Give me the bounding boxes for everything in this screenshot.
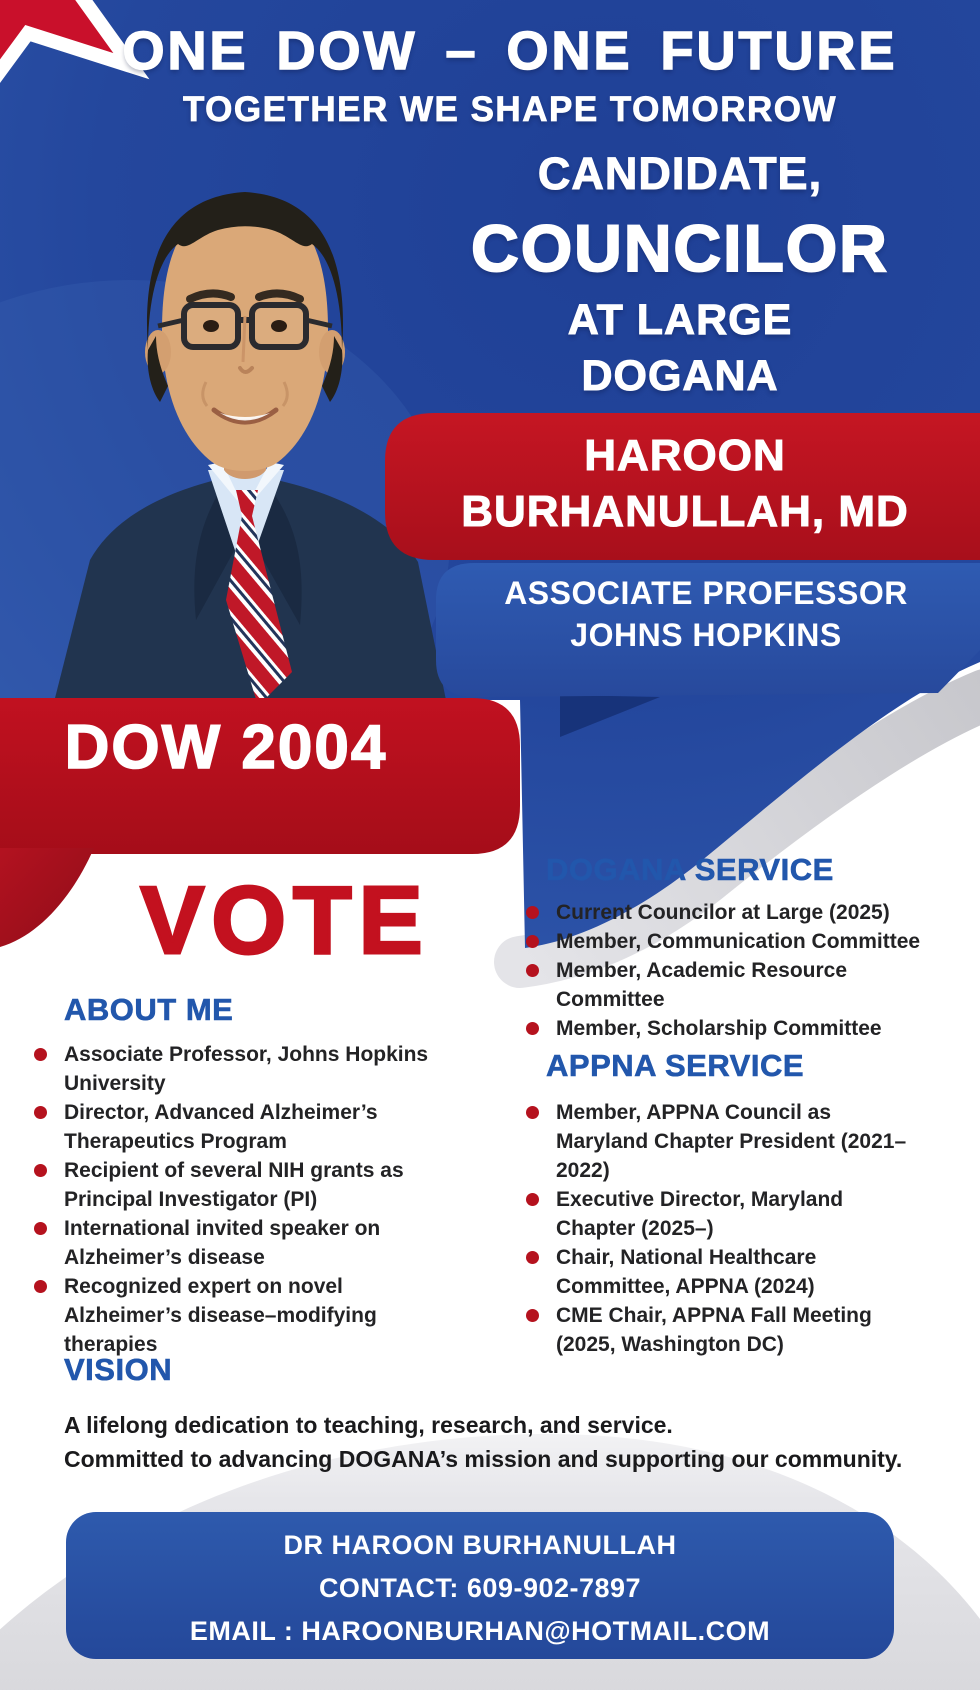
bullet-text: Member, APPNA Council as Maryland Chapter President (2021–2022) (556, 1101, 907, 1182)
slogan-line2: TOGETHER WE SHAPE TOMORROW (182, 90, 838, 129)
credential (436, 572, 976, 656)
organization-name: DOGANA (581, 352, 779, 400)
about-heading: ABOUT ME (64, 992, 234, 1027)
list-item (30, 1098, 450, 1156)
credential-institution: JOHNS HOPKINS (570, 617, 842, 653)
list-item (522, 898, 922, 927)
list-item (30, 1156, 450, 1214)
bullet-icon (526, 964, 539, 977)
dogana-service-list (522, 898, 922, 1043)
bullet-text: Recipient of several NIH grants as Principal Investigator (PI) (64, 1159, 404, 1211)
bullet-icon (34, 1280, 47, 1293)
candidate-last-name: BURHANULLAH, MD (461, 487, 909, 536)
bullet-icon (526, 1251, 539, 1264)
bullet-icon (526, 1309, 539, 1322)
bullet-text: CME Chair, APPNA Fall Meeting (2025, Washington DC) (556, 1304, 872, 1356)
bullet-text: Recognized expert on novel Alzheimer’s disease–modifying therapies (64, 1275, 377, 1356)
bullet-icon (34, 1222, 47, 1235)
vision-line2: Committed to advancing DOGANA’s mission and supporting our community. (64, 1446, 903, 1472)
dogana-service-heading: DOGANA SERVICE (546, 852, 834, 887)
contact-block (66, 1524, 894, 1653)
candidate-first-name: HAROON (584, 431, 786, 480)
candidate-name (390, 428, 980, 540)
vision-heading: VISION (64, 1352, 173, 1387)
appna-service-heading: APPNA SERVICE (546, 1048, 805, 1083)
list-item (30, 1272, 450, 1359)
about-list (30, 1040, 450, 1359)
bullet-text: Member, Scholarship Committee (556, 1017, 882, 1040)
list-item (522, 927, 922, 956)
bullet-text: International invited speaker on Alzheimer’s disease (64, 1217, 381, 1269)
list-item (522, 1185, 922, 1243)
contact-name: DR HAROON BURHANULLAH (283, 1530, 677, 1560)
bullet-text: Associate Professor, Johns Hopkins University (64, 1043, 429, 1095)
bullet-icon (34, 1106, 47, 1119)
bullet-text: Executive Director, Maryland Chapter (2025–) (556, 1188, 844, 1240)
vision-line1: A lifelong dedication to teaching, research, and service. (64, 1412, 673, 1438)
candidate-label: CANDIDATE, (537, 148, 823, 199)
bullet-icon (34, 1048, 47, 1061)
list-item (522, 1098, 922, 1185)
list-item (30, 1214, 450, 1272)
list-item (30, 1040, 450, 1098)
bullet-icon (526, 1106, 539, 1119)
class-badge: DOW 2004 (64, 713, 388, 782)
list-item (522, 1301, 922, 1359)
vision-statement (64, 1408, 944, 1476)
contact-phone: CONTACT: 609-902-7897 (318, 1573, 642, 1603)
slogan-line1: ONE DOW – ONE FUTURE (122, 21, 898, 81)
bullet-text: Member, Academic Resource Committee (556, 959, 848, 1011)
credential-title: ASSOCIATE PROFESSOR (504, 575, 908, 611)
contact-email: EMAIL : HAROONBURHAN@HOTMAIL.COM (189, 1616, 771, 1646)
vote-callout: VOTE (140, 867, 430, 974)
bullet-text: Chair, National Healthcare Committee, APPNA (2024) (556, 1246, 817, 1298)
list-item (522, 1243, 922, 1301)
bullet-icon (526, 906, 539, 919)
appna-service-list (522, 1098, 922, 1359)
bullet-text: Member, Communication Committee (556, 930, 921, 953)
position-subtitle: AT LARGE (567, 296, 793, 344)
list-item (522, 1014, 922, 1043)
bullet-icon (526, 1193, 539, 1206)
bullet-icon (526, 1022, 539, 1035)
bullet-icon (34, 1164, 47, 1177)
bullet-icon (526, 935, 539, 948)
position-title: COUNCILOR (471, 211, 889, 285)
bullet-text: Current Councilor at Large (2025) (556, 901, 890, 924)
bullet-text: Director, Advanced Alzheimer’s Therapeutics Program (64, 1101, 378, 1153)
list-item (522, 956, 922, 1014)
